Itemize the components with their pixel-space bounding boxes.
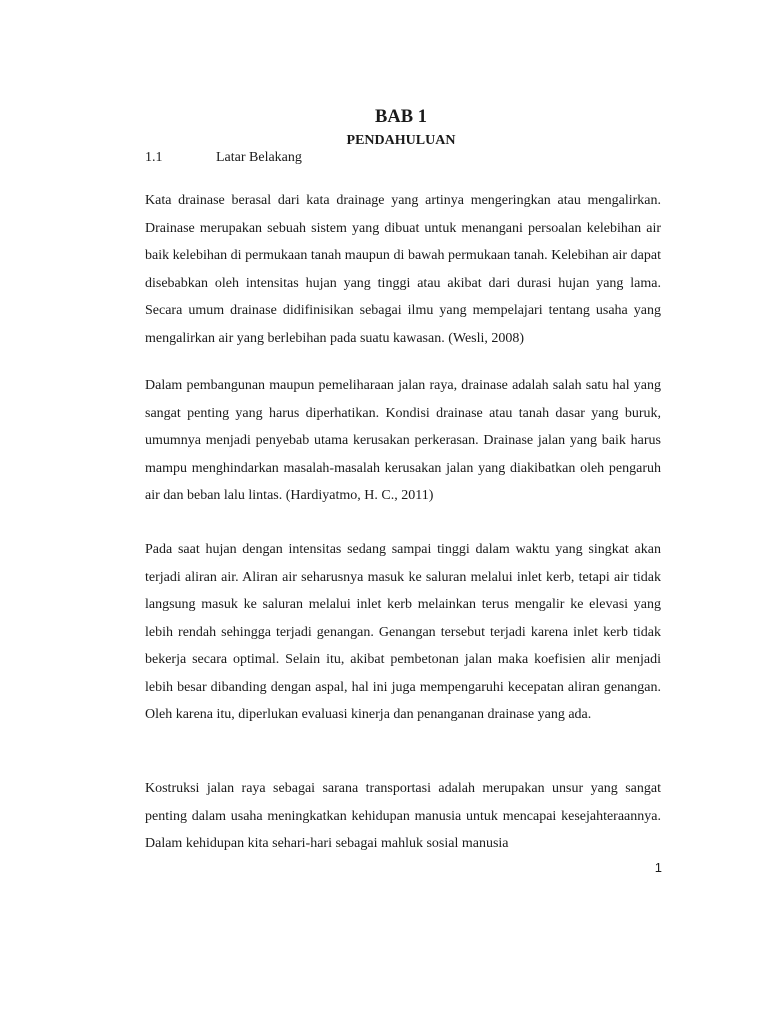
- chapter-subtitle: PENDAHULUAN: [346, 133, 456, 148]
- section-heading: [145, 148, 302, 168]
- section-number: 1.1: [145, 150, 163, 165]
- page-number: 1: [654, 860, 662, 875]
- section-title: Latar Belakang: [216, 150, 302, 165]
- paragraph-1: Kata drainase berasal dari kata drainage yang artinya mengeringkan atau mengalirkan. Drainase merupakan sebuah sistem yang dibuat untuk menangani persoalan kelebihan air baik kelebihan di permukaan tanah maupun di bawah permukaan tanah. Kelebihan air dapat disebabkan oleh intensitas hujan yang tinggi atau akibat dari durasi hujan yang lama. Secara umum drainase didifinisikan sebagai ilmu yang mempelajari tentang usaha yang mengalirkan air yang berlebihan pada suatu kawasan. (Wesli, 2008): [145, 193, 661, 346]
- paragraph-4: Kostruksi jalan raya sebagai sarana transportasi adalah merupakan unsur yang sangat penting dalam usaha meningkatkan kehidupan manusia untuk mencapai kesejahteraannya. Dalam kehidupan kita sehari-hari sebagai mahluk sosial manusia: [145, 781, 661, 851]
- chapter-title: BAB 1: [375, 107, 427, 127]
- paragraph-2: Dalam pembangunan maupun pemeliharaan jalan raya, drainase adalah salah satu hal yang sangat penting yang harus diperhatikan. Kondisi drainase atau tanah dasar yang buruk, umumnya menjadi penyebab utama kerusakan perkerasan. Drainase jalan yang baik harus mampu menghindarkan masalah-masalah kerusakan jalan yang diakibatkan oleh pengaruh air dan beban lalu lintas. (Hardiyatmo, H. C., 2011): [145, 378, 661, 503]
- paragraph-3: Pada saat hujan dengan intensitas sedang sampai tinggi dalam waktu yang singkat akan terjadi aliran air. Aliran air seharusnya masuk ke saluran melalui inlet kerb, tetapi air tidak langsung masuk ke saluran melalui inlet kerb melainkan terus mengalir ke elevasi yang lebih rendah sehingga terjadi genangan. Genangan tersebut terjadi karena inlet kerb tidak bekerja secara optimal. Selain itu, akibat pembetonan jalan maka koefisien alir menjadi lebih besar dibanding dengan aspal, hal ini juga mempengaruhi kecepatan aliran genangan. Oleh karena itu, diperlukan evaluasi kinerja dan penanganan drainase yang ada.: [145, 542, 661, 722]
